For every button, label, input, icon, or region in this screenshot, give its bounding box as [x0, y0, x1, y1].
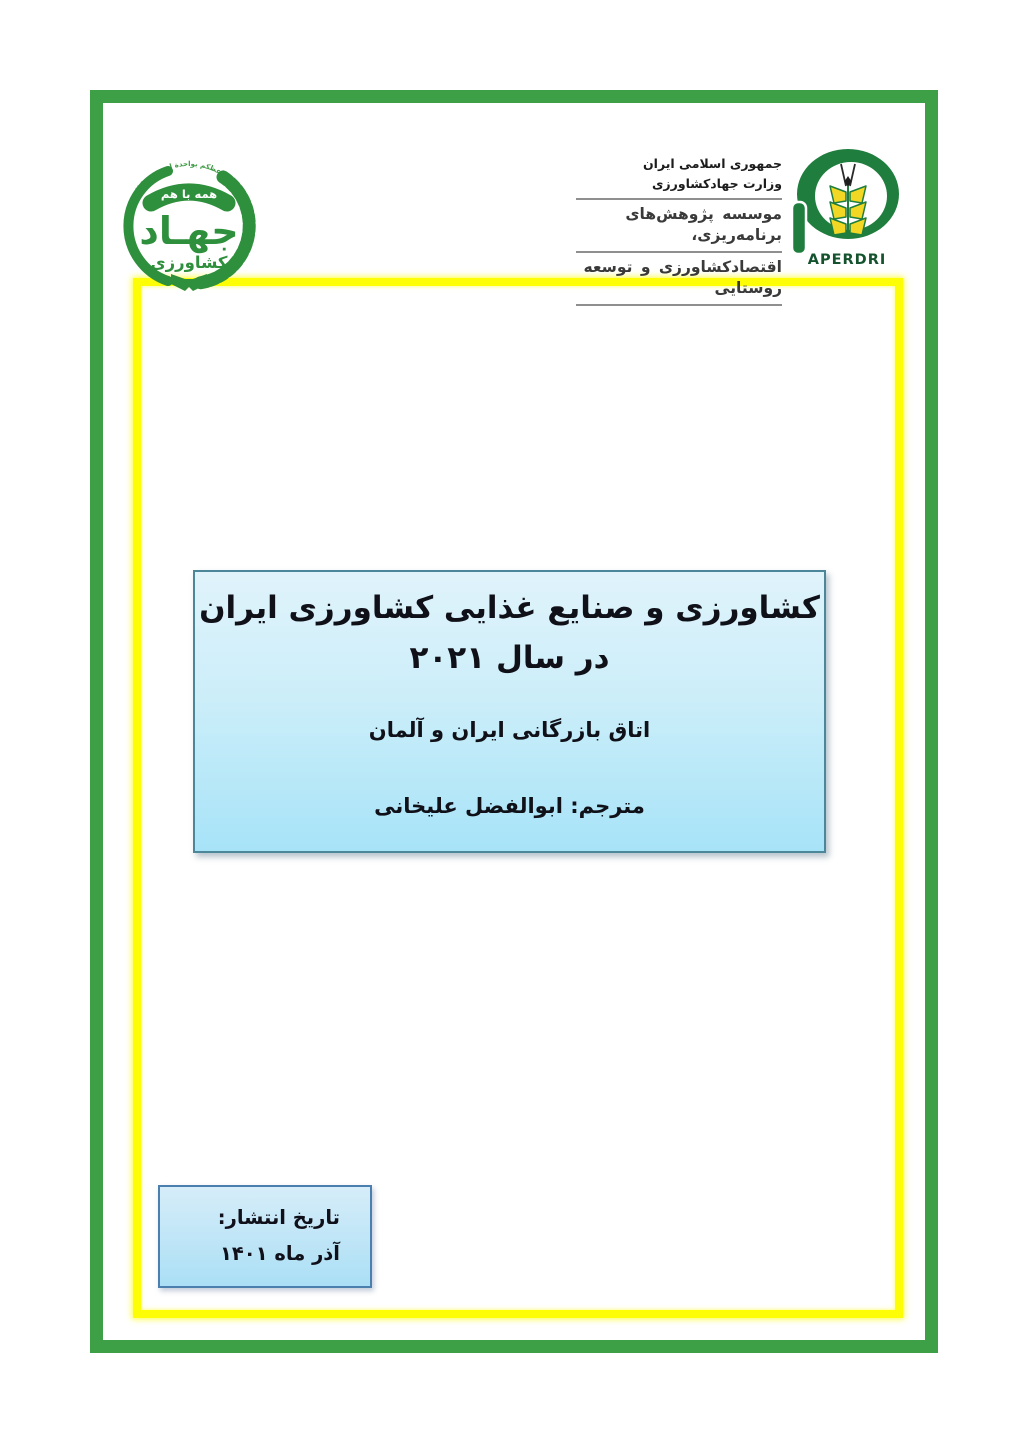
aperdri-emblem-icon — [782, 144, 912, 268]
logo-name-line2: کشاورزی — [150, 253, 228, 272]
publication-date-value: آذر ماه ۱۴۰۱ — [219, 1242, 340, 1266]
publication-date-label: تاریخ انتشار: — [217, 1206, 340, 1229]
institute-line1: موسسه پژوهش‌های برنامه‌ریزی، — [625, 205, 782, 244]
header-text-column — [576, 146, 782, 309]
logo-name-line1: جهـاد — [139, 209, 239, 253]
report-title-line2: در سال ۲۰۲۱ — [409, 640, 610, 676]
jihad-keshavarzi-emblem-icon — [108, 126, 270, 298]
aperdri-caption: APERDRI — [807, 252, 887, 268]
report-title-line1: کشاورزی و صنایع غذایی کشاورزی ایران — [199, 590, 820, 626]
title-panel — [193, 570, 826, 853]
logo-arc-inscription: قل انما اعظکم بواحدة ان تقوموا لله — [131, 159, 247, 198]
translator-credit: مترجم: ابوالفضل علیخانی — [374, 794, 645, 818]
wheat-ear-icon — [830, 186, 866, 235]
divider-rule — [576, 304, 782, 306]
header-right-block — [576, 146, 912, 309]
jihad-keshavarzi-logo — [108, 126, 270, 298]
report-subtitle: اتاق بازرگانی ایران و آلمان — [368, 718, 651, 742]
ministry-line1: جمهوری اسلامی ایران — [643, 156, 782, 171]
divider-rule — [576, 251, 782, 253]
logo-motto-text: همه با هم — [160, 187, 218, 201]
publication-date-panel — [158, 1185, 372, 1288]
aperdri-logo — [782, 144, 912, 272]
divider-rule — [576, 198, 782, 200]
ministry-line2: وزارت جهادکشاورزی — [651, 176, 782, 191]
pen-nib-icon — [841, 164, 855, 187]
institute-line2: اقتصادکشاورزی و توسعه روستایی — [583, 257, 782, 297]
stem-shape — [792, 202, 806, 254]
